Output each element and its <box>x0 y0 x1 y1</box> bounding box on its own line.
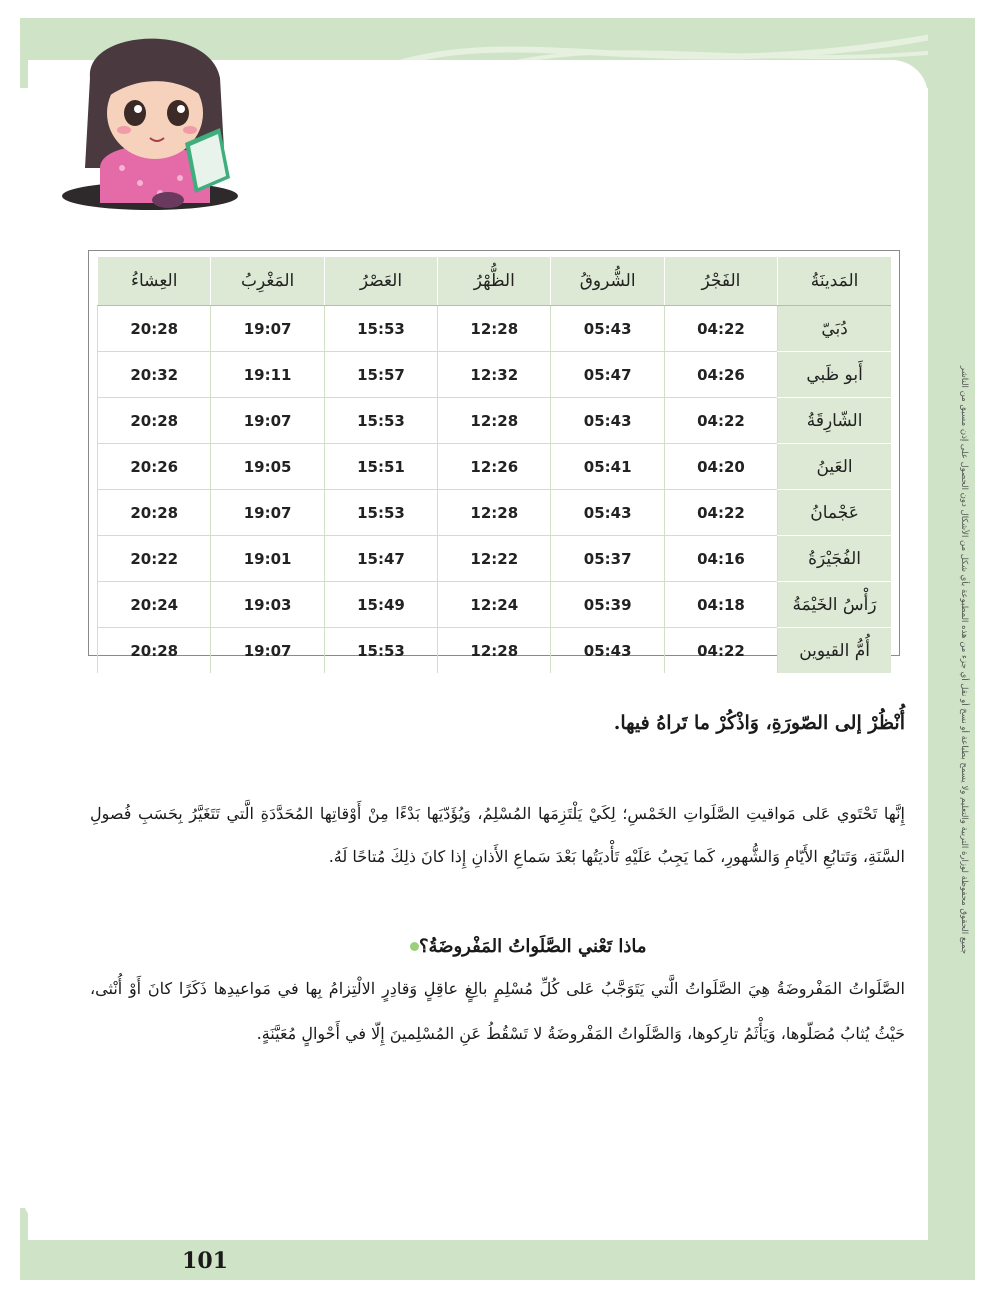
time-cell: 05:41 <box>551 444 664 490</box>
header-maghrib: المَغْرِبُ <box>211 257 324 306</box>
city-cell: الشّارِقَةُ <box>778 398 891 444</box>
time-cell: 04:26 <box>664 352 777 398</box>
time-cell: 12:28 <box>438 490 551 536</box>
time-cell: 19:07 <box>211 490 324 536</box>
city-cell: رَأْسُ الخَيْمَةُ <box>778 582 891 628</box>
time-cell: 20:22 <box>98 536 211 582</box>
header-dhuhr: الظُّهْرُ <box>438 257 551 306</box>
time-cell: 05:43 <box>551 398 664 444</box>
header-sunrise: الشُّروقُ <box>551 257 664 306</box>
header-fajr: الفَجْرُ <box>664 257 777 306</box>
instruction-heading: أُنْظُرْ إلى الصّورَةِ، وَاذْكُرْ ما تَراهُ فيها. <box>613 712 905 734</box>
city-cell: العَينُ <box>778 444 891 490</box>
city-cell: الفُجَيْرَةُ <box>778 536 891 582</box>
prayer-times-table <box>88 250 900 661</box>
time-cell: 20:28 <box>98 490 211 536</box>
header-asr: العَصْرُ <box>324 257 437 306</box>
table-row <box>98 352 892 398</box>
time-cell: 04:20 <box>664 444 777 490</box>
time-cell: 20:28 <box>98 398 211 444</box>
time-cell: 19:11 <box>211 352 324 398</box>
time-cell: 15:49 <box>324 582 437 628</box>
time-cell: 12:28 <box>438 628 551 674</box>
time-cell: 15:53 <box>324 628 437 674</box>
time-cell: 04:22 <box>664 628 777 674</box>
table-row <box>98 628 892 674</box>
time-cell: 20:32 <box>98 352 211 398</box>
time-cell: 15:53 <box>324 490 437 536</box>
city-cell: أُمُّ القيوين <box>778 628 891 674</box>
question-row <box>400 928 905 964</box>
content-panel-bottom <box>20 1186 928 1238</box>
time-cell: 12:32 <box>438 352 551 398</box>
table-row <box>98 536 892 582</box>
time-cell: 12:26 <box>438 444 551 490</box>
time-cell: 15:53 <box>324 398 437 444</box>
time-cell: 04:22 <box>664 306 777 352</box>
time-cell: 15:47 <box>324 536 437 582</box>
time-cell: 12:22 <box>438 536 551 582</box>
table-row <box>98 490 892 536</box>
city-cell: دُبَيّ <box>778 306 891 352</box>
time-cell: 04:16 <box>664 536 777 582</box>
time-cell: 19:07 <box>211 398 324 444</box>
time-cell: 15:57 <box>324 352 437 398</box>
time-cell: 04:22 <box>664 490 777 536</box>
time-cell: 19:03 <box>211 582 324 628</box>
table-row <box>98 398 892 444</box>
time-cell: 19:05 <box>211 444 324 490</box>
time-cell: 19:07 <box>211 628 324 674</box>
time-cell: 05:43 <box>551 628 664 674</box>
table-row <box>98 582 892 628</box>
time-cell: 05:39 <box>551 582 664 628</box>
time-cell: 15:51 <box>324 444 437 490</box>
time-cell: 04:22 <box>664 398 777 444</box>
time-cell: 04:18 <box>664 582 777 628</box>
paragraph-prayer-times: إِنَّها تَحْتَوي عَلى مَواقيتِ الصَّلَواتِ الخَمْسِ؛ لِكَيْ يَلْتَزِمَها المُسْلِمُ، وَيُؤَدّيَها بَدْءًا مِنْ أَوْقاتِها المُحَدَّدَةِ الَّتي تَتَغَيَّرُ بِحَسَبِ فُصولِ السَّنَةِ، وَتَتابُعِ الأَيّامِ وَالشُّهورِ، كَما يَجِبُ عَلَيْهِ تَأْديَتُها بَعْدَ سَماعِ الأَذانِ إِذا كانَ ذلِكَ مُتاحًا لَهُ. <box>90 804 905 866</box>
time-cell: 20:26 <box>98 444 211 490</box>
girl-reading-illustration <box>60 18 240 210</box>
time-cell: 20:28 <box>98 628 211 674</box>
copyright-note: جميع الحقوق محفوظة لوزارة التربية والتعليم ولا يسمح بطباعة أو نسخ أو نقل أي جزء من هذه المطبوعة بأي شكل من الأشكال دون الحصول على إذن مسبق من الناشر <box>959 365 969 955</box>
time-cell: 05:37 <box>551 536 664 582</box>
time-cell: 12:24 <box>438 582 551 628</box>
city-cell: عَجْمانُ <box>778 490 891 536</box>
time-cell: 15:53 <box>324 306 437 352</box>
table-row <box>98 306 892 352</box>
paragraph-obligatory-prayers: الصَّلَواتُ المَفْروضَةُ هِيَ الصَّلَواتُ الَّتي يَتَوَجَّبُ عَلى كُلِّ مُسْلِمٍ بالِغٍ عاقِلٍ وَقادِرٍ الالْتِزامُ بِها في مَواعيدِها ذَكَرًا كانَ أَوْ أُنْثى، حَيْثُ يُثابُ مُصَلّوها، وَيَأْثَمُ تارِكوها، وَالصَّلَواتُ المَفْروضَةُ لا تَسْقُطُ عَنِ المُسْلِمينَ إِلّا في أَحْوالٍ مُعَيَّنَةٍ. <box>90 979 905 1043</box>
time-cell: 20:28 <box>98 306 211 352</box>
page-number: 101 <box>182 1248 228 1274</box>
header-isha: العِشاءُ <box>98 257 211 306</box>
time-cell: 05:47 <box>551 352 664 398</box>
table-row <box>98 444 892 490</box>
time-cell: 12:28 <box>438 398 551 444</box>
time-cell: 20:24 <box>98 582 211 628</box>
time-cell: 12:28 <box>438 306 551 352</box>
city-cell: أَبو ظَبي <box>778 352 891 398</box>
table-header-row <box>98 257 892 306</box>
time-cell: 05:43 <box>551 306 664 352</box>
question-heading: ماذا تَعْني الصَّلَواتُ المَفْروضَةُ؟ <box>419 935 647 957</box>
time-cell: 05:43 <box>551 490 664 536</box>
time-cell: 19:07 <box>211 306 324 352</box>
header-city: المَدينَةُ <box>778 257 891 306</box>
time-cell: 19:01 <box>211 536 324 582</box>
bullet-icon <box>410 942 419 951</box>
prayer-table <box>97 257 891 673</box>
